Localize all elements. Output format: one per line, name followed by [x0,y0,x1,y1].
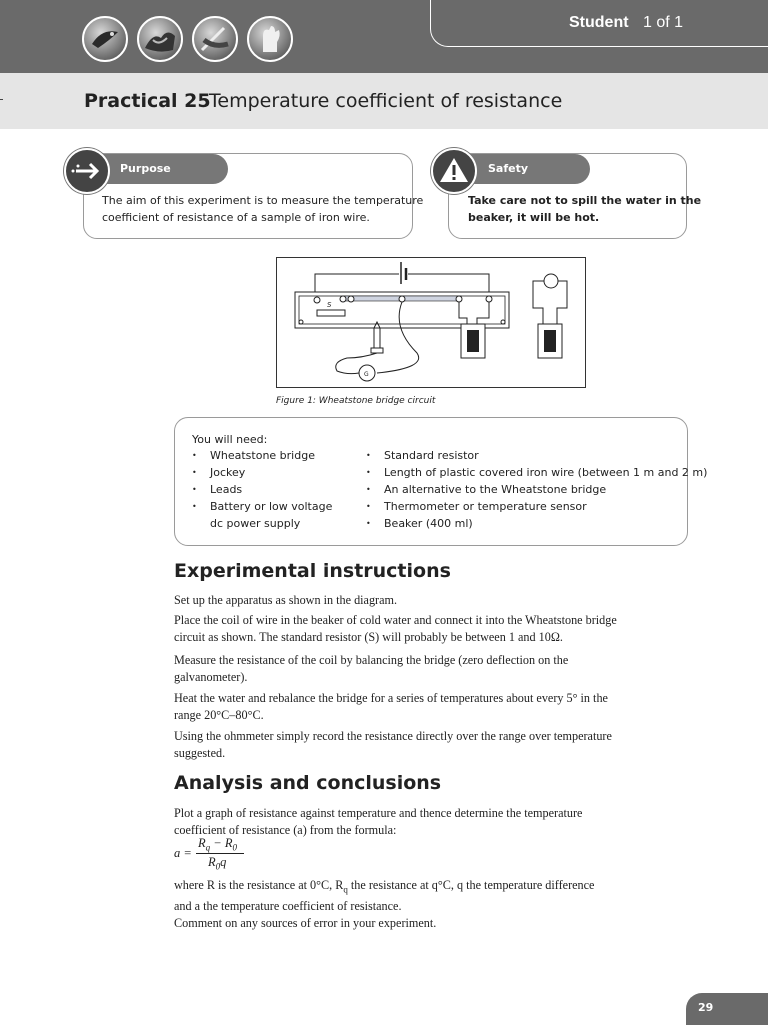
instruction-paragraph: Set up the apparatus as shown in the diagram. [174,593,398,607]
equipment-list-right [366,447,707,532]
item-label: Beaker (400 ml) [384,517,473,530]
formula-denominator [208,855,226,872]
text-line: Measure the resistance of the coil by balancing the bridge (zero deflection on the [174,653,569,667]
terminal [486,296,492,302]
list-item [366,481,707,498]
terminal [399,296,405,302]
formula-lhs: a = [174,846,192,860]
list-item [366,464,707,481]
coil [544,330,556,352]
formula-numerator [198,836,237,853]
coil [467,330,479,352]
text-line: and a the temperature coefficient of resistance. [174,899,402,914]
terminal [456,296,462,302]
item-label: An alternative to the Wheatstone bridge [384,483,607,496]
text-part: where R is the resistance at 0°C, R [174,878,344,892]
text-line: suggested. [174,746,226,760]
equipment-list-left [192,447,332,532]
practical-number: Practical 25 [84,90,211,112]
section-label: Student [569,14,629,31]
item-label: Length of plastic covered iron wire (between 1 m and 2 m) [384,466,708,479]
wheatstone-figure [276,257,586,388]
terminal [348,296,354,302]
analysis-paragraph: Comment on any sources of error in your experiment. [174,916,437,930]
analysis-heading: Analysis and conclusions [174,772,442,794]
list-item [366,515,707,532]
item-label: Standard resistor [384,449,479,462]
text-part: the resistance at q°C, q the temperature difference [347,878,595,892]
equipment-title: You will need: [192,433,268,446]
formula-part: 0 [232,842,237,853]
standard-resistor [317,310,345,316]
formula-part: R [208,855,216,869]
arrow-icon [64,148,110,194]
bird-icon [82,16,128,62]
instruction-paragraph [174,728,694,762]
instruction-paragraph [174,612,694,646]
list-item [192,447,332,464]
warning-icon [431,148,477,194]
purpose-text [102,192,423,226]
item-label: Leads [210,483,243,496]
formula-part: R [198,836,206,850]
text-line: Plot a graph of resistance against temperature and thence determine the temperature [174,806,583,820]
item-label: Thermometer or temperature sensor [384,500,587,513]
list-item [366,498,707,515]
item-label-continued: dc power supply [210,517,301,530]
title-bar [0,73,768,129]
purpose-line: coefficient of resistance of a sample of iron wire. [102,211,370,224]
pipette-icon [192,16,238,62]
text-line: Heat the water and rebalance the bridge for a series of temperatures about every 5° in the [174,691,608,705]
text-part: q [343,884,348,895]
analysis-paragraph [174,805,694,839]
instructions-heading: Experimental instructions [174,560,451,582]
jockey-base [371,348,383,353]
hands-icon [137,16,183,62]
page-number: 29 [686,993,768,1025]
purpose-label: Purpose [88,154,228,184]
safety-label: Safety [454,154,590,184]
wire [557,281,567,330]
page-tab [430,0,768,47]
instruction-paragraph [174,690,694,724]
wire [533,281,544,330]
ohmmeter [544,274,558,288]
page-counter: 1 of 1 [643,14,684,31]
header-bar [0,0,768,73]
item-label: Jockey [210,466,246,479]
analysis-paragraph [174,877,694,915]
glove-icon [247,16,293,62]
text-line: galvanometer). [174,670,248,684]
text-line: Using the ohmmeter simply record the resistance directly over the range over temperature [174,729,612,743]
purpose-line: The aim of this experiment is to measure the temperature [102,194,424,207]
terminal [340,296,346,302]
formula-part: q [205,842,211,853]
text-line: coefficient of resistance (a) from the formula: [174,823,397,837]
text-line [174,877,694,898]
list-item [192,498,332,532]
page-title: Temperature coefficient of resistance [209,90,563,112]
figure-caption: Figure 1: Wheatstone bridge circuit [276,396,436,406]
text-line: Place the coil of wire in the beaker of cold water and connect it into the Wheatstone bridge [174,613,617,627]
terminal [314,297,320,303]
text-line: circuit as shown. The standard resistor (S) will probably be between 1 and 10Ω. [174,630,563,644]
circuit-diagram [277,258,585,387]
formula-part: − R [210,836,233,850]
safety-line: beaker, it will be hot. [468,211,600,224]
list-item [192,464,332,481]
safety-line: Take care not to spill the water in the [468,194,702,207]
list-item [366,447,707,464]
safety-text [468,192,701,226]
resistor-label: S [327,301,332,309]
item-label: Battery or low voltage [210,500,333,513]
formula-part: q [220,855,227,869]
fraction-bar [196,853,244,854]
item-label: Wheatstone bridge [210,449,315,462]
galvanometer-label: G [364,371,369,378]
text-line: range 20°C–80°C. [174,708,264,722]
formula-part: 0 [215,861,221,872]
instruction-paragraph [174,652,694,686]
margin-mark [0,99,3,100]
list-item [192,481,332,498]
